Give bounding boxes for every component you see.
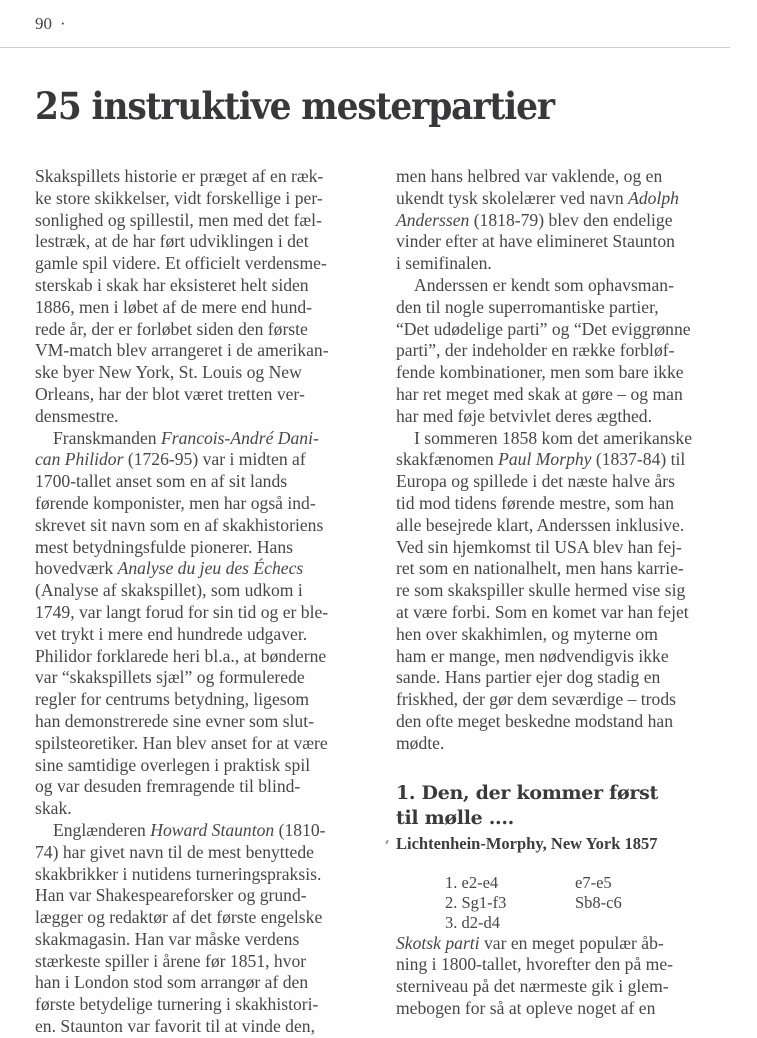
text-line	[35, 231, 383, 253]
text-line	[396, 602, 741, 624]
text-line	[396, 558, 741, 580]
game-commentary	[396, 933, 741, 1020]
text-run: VM-match blev arrangeret i de amerikan-	[35, 340, 329, 361]
text-line	[396, 231, 741, 253]
text-line	[35, 428, 383, 450]
text-run: han demonstrerede sine evner som slut-	[35, 710, 314, 731]
italic-term: Skotsk parti	[396, 932, 480, 953]
text-run: ke store skikkelser, vidt forskellige i per-	[35, 187, 323, 208]
text-line	[35, 471, 383, 493]
text-run: Anderssen er kendt som ophavsman-	[414, 274, 674, 295]
text-run: (1818-79) blev den endelige	[469, 209, 673, 230]
text-line	[35, 580, 383, 602]
text-line	[396, 954, 741, 976]
text-line	[396, 275, 741, 297]
text-run: (1726-95) var i midten af	[123, 449, 306, 470]
text-run: re som skakspiller skulle hermed vise sig	[396, 580, 686, 601]
text-run: og var desuden fremragende til blind-	[35, 776, 301, 797]
text-line	[396, 689, 741, 711]
move-black: Sb8-c6	[575, 892, 622, 912]
text-run: ning i 1800-tallet, hvorefter den på me-	[396, 954, 674, 975]
text-run: mødte.	[396, 732, 445, 753]
text-run: mebogen for så at opleve noget af en	[396, 997, 656, 1018]
text-line	[35, 711, 383, 733]
text-line	[35, 449, 383, 471]
text-line	[35, 755, 383, 777]
text-line	[35, 929, 383, 951]
text-run: ret som en nationalhelt, men hans karrie-	[396, 558, 684, 579]
move-black	[575, 913, 695, 933]
text-run: Franskmanden	[53, 427, 161, 448]
text-line	[35, 166, 383, 188]
text-line	[396, 340, 741, 362]
text-line	[396, 188, 741, 210]
text-line	[35, 842, 383, 864]
text-line	[35, 275, 383, 297]
text-line	[396, 998, 741, 1020]
text-line	[35, 646, 383, 668]
text-run: parti”, der indeholder en række forbløf-	[396, 340, 675, 361]
text-line	[35, 864, 383, 886]
text-run: skakmagasin. Han var måske verdens	[35, 928, 300, 949]
text-line	[396, 537, 741, 559]
text-run: har med føje betvivlet deres ægthed.	[396, 405, 653, 426]
text-line	[396, 166, 741, 188]
text-run: men hans helbred var vaklende, og en	[396, 166, 663, 186]
text-line	[396, 515, 741, 537]
text-line	[35, 624, 383, 646]
text-run: 1886, men i løbet af de mere end hund-	[35, 296, 313, 317]
text-run: Ved sin hjemkomst til USA blev han fej-	[396, 536, 682, 557]
text-line	[35, 188, 383, 210]
text-run: Han var Shakespeareforsker og grund-	[35, 885, 307, 906]
text-line	[396, 976, 741, 998]
italic-term: Analyse du jeu des Échecs	[117, 558, 304, 579]
text-line	[396, 406, 741, 428]
text-run: skak.	[35, 798, 72, 819]
text-line	[396, 493, 741, 515]
text-line	[396, 580, 741, 602]
text-line	[396, 646, 741, 668]
text-run: mest betydningsfulde pionerer. Hans	[35, 536, 293, 557]
text-line	[396, 733, 741, 755]
text-run: vinder efter at have elimineret Staunton	[396, 231, 675, 252]
text-line	[35, 994, 383, 1016]
text-run: hovedværk	[35, 558, 118, 579]
page-number: 90	[35, 14, 52, 33]
text-line	[35, 602, 383, 624]
text-run: gamle spil videre. Et officielt verdensme-	[35, 253, 327, 274]
text-line	[396, 624, 741, 646]
text-run: i semifinalen.	[396, 253, 492, 274]
running-header	[35, 14, 66, 34]
text-run: en. Staunton var favorit til at vinde den,	[35, 1016, 315, 1037]
italic-term: can Philidor	[35, 449, 124, 470]
text-run: var en meget populær åb-	[479, 932, 664, 953]
italic-term: Francois-André Dani-	[161, 427, 319, 448]
text-run: 74) har givet navn til de mest benyttede	[35, 841, 314, 862]
text-line	[35, 907, 383, 929]
text-line	[396, 362, 741, 384]
print-speck	[385, 840, 389, 844]
move-list	[396, 873, 741, 933]
text-line	[35, 689, 383, 711]
text-line	[35, 733, 383, 755]
text-run: stærkeste spiller i årene før 1851, hvor	[35, 950, 307, 971]
text-line	[396, 297, 741, 319]
text-run: ham er mange, men nødvendigvis ikke	[396, 645, 669, 666]
header-separator: ·	[60, 14, 66, 33]
text-run: skakfænomen	[396, 449, 499, 470]
text-run: hen over skakhimlen, og myterne om	[396, 623, 658, 644]
text-line	[35, 537, 383, 559]
text-run: sande. Hans partier ejer dog stadig en	[396, 667, 661, 688]
text-line	[35, 667, 383, 689]
text-run: sterskab i skak har eksisteret helt siden	[35, 274, 309, 295]
right-column	[396, 166, 741, 1020]
text-run: regler for centrums betydning, ligesom	[35, 689, 310, 710]
text-line	[396, 428, 741, 450]
text-line	[396, 933, 741, 955]
text-line	[35, 493, 383, 515]
chapter-title: 25 instruktive mesterpartier	[35, 84, 554, 128]
text-run: lægger og redaktør af det første engelske	[35, 907, 323, 928]
text-line	[35, 972, 383, 994]
text-run: (1810-	[274, 819, 326, 840]
text-line	[396, 384, 741, 406]
text-line	[35, 885, 383, 907]
text-run: at være forbi. Som en komet var han fejet	[396, 601, 689, 622]
text-run: var “skakspillets sjæl” og formulerede	[35, 667, 305, 688]
text-run: sine samtidige overlegen i praktisk spil	[35, 754, 311, 775]
text-run: “Det udødelige parti” og “Det eviggrønne	[396, 318, 691, 339]
game-heading-line: til mølle ....	[396, 806, 515, 829]
italic-term: Anderssen	[396, 209, 470, 230]
text-run: den til nogle superromantiske partier,	[396, 296, 659, 317]
text-line	[35, 384, 383, 406]
text-run: Englænderen	[53, 819, 151, 840]
text-line	[396, 319, 741, 341]
text-run: skrevet sit navn som en af skakhistoriens	[35, 514, 324, 535]
text-run: Europa og spillede i det næste halve års	[396, 471, 675, 492]
italic-term: Paul Morphy	[498, 449, 592, 470]
text-run: ukendt tysk skolelærer ved navn	[396, 187, 629, 208]
text-line	[35, 253, 383, 275]
text-line	[396, 449, 741, 471]
text-run: han i London stod som arrangør af den	[35, 972, 309, 993]
text-run: spilsteoretiker. Han blev anset for at være	[35, 732, 328, 753]
text-line	[396, 471, 741, 493]
text-run: I sommeren 1858 kom det amerikanske	[414, 427, 693, 448]
text-run: lestræk, at de har ført udviklingen i det	[35, 231, 309, 252]
move-white: 3. d2-d4	[445, 912, 500, 932]
text-run: fende kombinationer, men som bare ikke	[396, 362, 684, 383]
text-line	[35, 406, 383, 428]
text-line	[396, 711, 741, 733]
text-run: alle besejrede klart, Anderssen inklusive.	[396, 514, 685, 535]
right-column-body	[396, 166, 741, 755]
text-run: 1700-tallet anset som en af sit lands	[35, 471, 288, 492]
text-line	[35, 1016, 383, 1038]
text-run: første betydelige turnering i skakhistori-	[35, 994, 319, 1015]
move-black: e7-e5	[575, 872, 612, 892]
game-players-venue: Lichtenhein-Morphy, New York 1857	[396, 833, 658, 853]
move-white: 2. Sg1-f3	[445, 892, 507, 912]
italic-term: Howard Staunton	[150, 819, 275, 840]
text-run: vet trykt i mere end hundrede udgaver.	[35, 623, 308, 644]
left-column	[35, 166, 383, 1038]
text-run: Orleans, har der blot været tretten ver-	[35, 383, 305, 404]
text-run: sonlighed og spillestil, men med det fæl-	[35, 209, 322, 230]
text-line	[35, 820, 383, 842]
italic-term: Adolph	[628, 187, 679, 208]
text-line	[35, 798, 383, 820]
text-run: (1837-84) til	[591, 449, 686, 470]
text-line	[396, 253, 741, 275]
text-line	[35, 210, 383, 232]
text-line	[35, 319, 383, 341]
text-line	[35, 297, 383, 319]
text-line	[35, 558, 383, 580]
text-run: ske byer New York, St. Louis og New	[35, 362, 302, 383]
text-run: 1749, var langt forud for sin tid og er ble-	[35, 601, 329, 622]
text-line	[396, 667, 741, 689]
move-white: 1. e2-e4	[445, 872, 499, 892]
text-run: friskhed, der gør dem seværdige – trods	[396, 689, 676, 710]
text-run: har ret meget med skak at gøre – og man	[396, 383, 683, 404]
text-line	[35, 515, 383, 537]
text-line	[396, 210, 741, 232]
text-line	[35, 776, 383, 798]
text-run: (Analyse af skakspillet), som udkom i	[35, 580, 303, 601]
text-run: førende komponister, men har også ind-	[35, 492, 316, 513]
text-line	[35, 951, 383, 973]
text-run: Skakspillets historie er præget af en ræk-	[35, 166, 324, 186]
game-heading-line: 1. Den, der kommer først	[396, 781, 658, 804]
text-run: rede år, der er forløbet siden den første	[35, 318, 308, 339]
game-heading	[396, 781, 741, 831]
text-run: densmestre.	[35, 405, 119, 426]
text-run: den ofte meget beskedne modstand han	[396, 710, 674, 731]
text-run: sterniveau på det nærmeste gik i glem-	[396, 976, 669, 997]
text-run: Philidor forklarede heri bl.a., at bønderne	[35, 645, 327, 666]
text-line	[35, 362, 383, 384]
text-run: skakbrikker i nutidens turneringspraksis.	[35, 863, 322, 884]
text-run: tid mod tidens førende mestre, som han	[396, 492, 675, 513]
text-line	[35, 340, 383, 362]
header-rule	[0, 47, 730, 48]
